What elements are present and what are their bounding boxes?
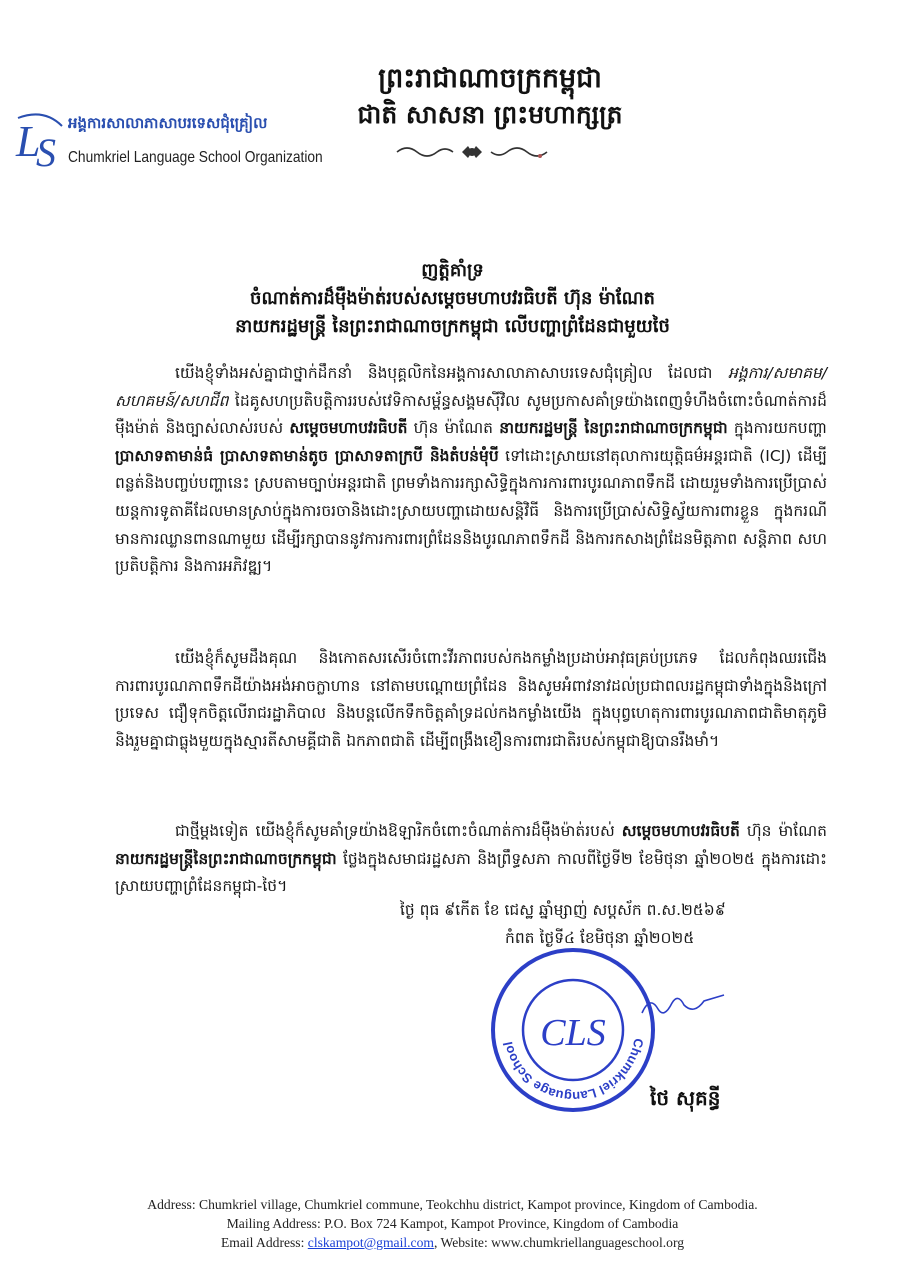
body-paragraph-3: ជាថ្មីម្តងទៀត យើងខ្ញុំក៏សូមគាំទ្រយ៉ាងឱឡារិកចំពោះចំណាត់ការដ៏ម៉ឺងម៉ាត់របស់ សម្តេចមហាបវរធិបតី ហ៊ុន ម៉ាណែត នាយករដ្ឋមន្ត្រីនៃព្រះរាជាណាចក្រកម្ពុជា ថ្លែងក្នុងសមាជរដ្ឋសភា និងព្រឹទ្ធសភា កាលពីថ្ងៃទី២ ខែមិថុនា ឆ្នាំ២០២៥ ក្នុងការដោះស្រាយបញ្ហាព្រំដែនកម្ពុជា-ថៃ។ [115, 822, 827, 896]
logo-english-name: Chumkriel Language School Organization [68, 149, 323, 166]
seal-ring-text: Chumkriel Language School [500, 1037, 647, 1105]
signer-name: ថៃ សុគន្ធី [650, 1086, 721, 1110]
lunar-date: ថ្ងៃ ពុធ ៩កើត ខែ ជេស្ឋ ឆ្នាំម្សាញ់ សប្តស័ក ព.ស.២៥៦៩ [400, 901, 726, 919]
seal-center-text: CLS [540, 1012, 606, 1054]
organization-logo [8, 104, 323, 184]
logo-khmer-name: អង្គការសាលាភាសាបរទេសជុំគ្រៀល [68, 114, 268, 132]
website-link[interactable]: www.chumkriellanguageschool.org [491, 1235, 685, 1250]
document-subtitle-line1: ចំណាត់ការដ៏ម៉ឺងម៉ាត់របស់សម្តេចមហាបវរធិបតី ហ៊ុន ម៉ាណែត [250, 288, 655, 309]
body-paragraph-2: យើងខ្ញុំក៏សូមដឹងគុណ និងកោតសរសើរចំពោះវីរភាពរបស់កងកម្លាំងប្រដាប់អាវុធគ្រប់ប្រភេទ ដែលកំពុងឈរជើងការពារបូរណភាពទឹកដីយ៉ាងអង់អាចក្លាហាន នៅតាមបណ្តោយព្រំដែន និងសូមអំពាវនាវដល់ប្រជាពលរដ្ឋកម្ពុជាទាំងក្នុងនិងក្រៅប្រទេស ជឿទុកចិត្តលើរាជរដ្ឋាភិបាល និងបន្តលើកទឹកចិត្តគាំទ្រដល់កងកម្លាំងយើង ក្នុងបុព្វហេតុការពារបូរណភាពជាតិមាតុភូមិ និងរួមគ្នាជាធ្លុងមួយក្នុងស្មារតីសាមគ្គីជាតិ ឯកភាពជាតិ ដើម្បីពង្រឹងខឿនការពារជាតិរបស់កម្ពុជាឱ្យបានរឹងមាំ។ [115, 649, 827, 750]
footer-address: Address: Chumkriel village, Chumkriel commune, Teokchhu district, Kampot province, Kingdom of Cambodia. [147, 1197, 758, 1212]
national-motto: ជាតិ សាសនា ព្រះមហាក្សត្រ [357, 100, 623, 129]
handwritten-signature-icon [640, 985, 730, 1025]
organization-seal-icon [488, 945, 658, 1115]
footer-contact: Email Address: clskampot@gmail.com, Website: www.chumkriellanguageschool.org [220, 1235, 685, 1250]
ornament-divider-icon [392, 140, 552, 164]
document-subtitle-line2: នាយករដ្ឋមន្ត្រី នៃព្រះរាជាណាចក្រកម្ពុជា លើបញ្ហាព្រំដែនជាមួយថៃ [235, 316, 670, 337]
footer-mailing-address: Mailing Address: P.O. Box 724 Kampot, Kampot Province, Kingdom of Cambodia [226, 1216, 679, 1231]
cls-logo-icon [14, 112, 66, 170]
svg-text:S: S [36, 130, 56, 170]
svg-text:L: L [16, 117, 41, 166]
body-paragraph-1: យើងខ្ញុំទាំងអស់គ្នាជាថ្នាក់ដឹកនាំ និងបុគ្គលិកនៃអង្គការសាលាភាសាបរទេសជុំគ្រៀល ដែលជា អង្គការ/សមាគម/សហគមន៍/សហជីព ដៃគូសហប្រតិបត្តិការរបស់វេទិកាសម្ព័ន្ធសង្គមស៊ីវិល សូមប្រកាសគាំទ្រយ៉ាងពេញទំហឹងចំពោះចំណាត់ការដ៏ម៉ឺងម៉ាត់ និងច្បាស់លាស់របស់ សម្តេចមហាបវរធិបតី ហ៊ុន ម៉ាណែត នាយករដ្ឋមន្ត្រី នៃព្រះរាជាណាចក្រកម្ពុជា ក្នុងការយកបញ្ហា ប្រាសាទតាមាន់ធំ ប្រាសាទតាមាន់តូច ប្រាសាទតាក្របី និងតំបន់មុំបី ទៅដោះស្រាយនៅតុលាការយុត្តិធម៌អន្តរជាតិ (ICJ) ដើម្បីពន្លត់និងបញ្ចប់បញ្ហានេះ ស្របតាមច្បាប់អន្តរជាតិ ព្រមទាំងការរក្សាសិទ្ធិក្នុងការការពារបូរណភាពទឹកដី ដោយរួមទាំងការប្រើប្រាស់យន្តការទូតាគីដែលមានស្រាប់ក្នុងការចរចានិងដោះស្រាយបញ្ហាដោយសន្តិវិធី និងការប្រើប្រាស់សិទ្ធិស្វ័យការពារខ្លួន ក្នុងករណីមានការឈ្លានពានណាមួយ ដើម្បីរក្សាបាននូវការការពារព្រំដែននិងបូរណភាពទឹកដី និងការកសាងព្រំដែនមិត្តភាព សន្តិភាព សហប្រតិបត្តិការ និងការអភិវឌ្ឍ។ [115, 364, 828, 576]
kingdom-heading: ព្រះរាជាណាចក្រកម្ពុជា [378, 63, 602, 94]
solar-date: កំពត ថ្ងៃទី៤ ខែមិថុនា ឆ្នាំ២០២៥ [505, 929, 695, 947]
email-link[interactable]: clskampot@gmail.com [307, 1235, 434, 1250]
document-title: ញត្តិគាំទ្រ [421, 260, 484, 281]
